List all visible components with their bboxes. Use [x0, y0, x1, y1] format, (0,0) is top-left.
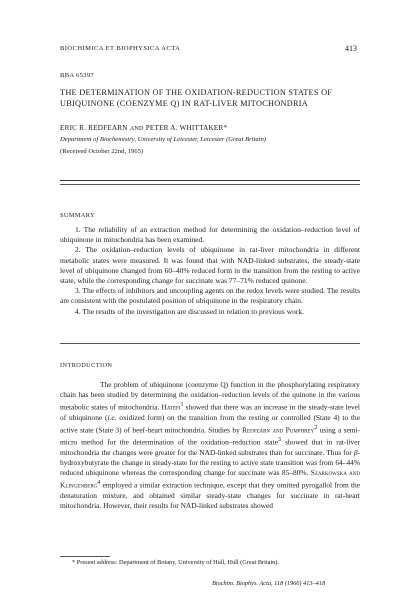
divider-top-2	[60, 184, 360, 185]
author-2: PETER A. WHITTAKER*	[145, 124, 228, 132]
intro-text: oxidized form) on the transition from the resting or controlled (State 4) to the active state (State 3) of beef-heart mitochondria. Studies by	[60, 412, 360, 435]
author-1: ERIC R. REDFEARN	[60, 124, 128, 132]
article-code: BBA 65397	[60, 72, 95, 79]
ref-number: 3	[277, 437, 281, 444]
article-title	[60, 88, 400, 109]
footnote-rule	[60, 556, 110, 557]
summary-item-2: 2. The oxidation–reduction levels of ubiquinone in rat-liver mitochondria in different metabolic states were measured. It was found that with NAD-linked substrates, the steady-state level of ubiquinone changed from 60–40% reduced form in the transition from the resting to active state, while the corresponding change for succinate was 77–71% reduced quinone.	[60, 245, 360, 286]
intro-text: -hydroxybutyrate the change in steady-state for the resting to active state transition was from 64–44% reduced ubiquinone whereas the corresponding change for succinate was 85–80%.	[60, 447, 360, 478]
cited-author: Redfearn and Pumphrey	[242, 425, 315, 435]
divider-top-1	[60, 180, 360, 181]
intro-text: showed that there was an increase in the steady-state level of ubiquinone (	[60, 402, 360, 422]
summary-item-3: 3. The effects of inhibitors and uncoupling agents on the redox levels were studied. The results are consistent with the postulated position of ubiquinone in the respiratory chain.	[60, 286, 360, 306]
intro-emphasis: i.e.	[107, 412, 117, 422]
summary-heading: SUMMARY	[60, 212, 95, 219]
author-conjunction: AND	[129, 125, 144, 132]
received-date: (Received October 22nd, 1965)	[60, 148, 144, 155]
intro-text: showed that in rat-liver mitochondria the changes were greater for the NAD-linked substrates than for succinate. Thus for	[60, 437, 360, 457]
intro-emphasis: β	[353, 447, 358, 457]
introduction-paragraph	[60, 380, 360, 511]
page-number: 413	[345, 44, 357, 53]
ref-number: 2	[314, 424, 318, 431]
introduction-heading: INTRODUCTION	[60, 362, 113, 369]
ref-number: 1	[180, 402, 184, 409]
summary-item-1: 1. The reliability of an extraction method for determining the oxidation–reduction level of ubiquinone in mitochondria has been examined.	[60, 225, 360, 245]
title-line-2: UBIQUINONE (COENZYME Q) IN RAT-LIVER MITOCHONDRIA	[60, 98, 309, 108]
summary-body	[60, 225, 360, 317]
author-line	[60, 124, 227, 132]
title-line-1: THE DETERMINATION OF THE OXIDATION-REDUCTION STATES OF	[60, 88, 333, 97]
ref-number: 4	[97, 480, 101, 487]
cited-author: Hatefi	[161, 402, 181, 412]
cited-author: Szarkowska and Klingenberg	[60, 468, 361, 490]
introduction-body	[60, 380, 360, 511]
intro-text: The problem of ubiquinone (coenzyme Q) function in the phosphorylating respiratory chain has been studied by determining the oxidation–reduction levels of the quinone in the various metabolic states of mitochondria.	[60, 380, 360, 412]
running-header: BIOCHIMICA ET BIOPHYSICA ACTA	[60, 45, 181, 52]
intro-text: employed a similar extraction technique, except that they omitted pyrogallol from the denaturation mixture, and obtained similar steady-state changes for succinate in rat-heart mitochondria. However, their results for NAD-linked substrates showed	[60, 480, 360, 510]
footnote: * Present address: Department of Botany, University of Hull, Hull (Great Britain).	[72, 559, 279, 566]
summary-item-4: 4. The results of the investigation are discussed in relation to previous work.	[75, 306, 304, 316]
divider-summary-end	[60, 343, 360, 344]
intro-text: using a semi-micro method for the determination of the oxidation–reduction state	[60, 425, 360, 447]
journal-citation: Biochim. Biophys. Acta, 118 (1966) 413–418	[212, 580, 326, 587]
affiliation: Department of Biochemistry, University of Leicester, Leicester (Great Britain)	[60, 136, 266, 143]
